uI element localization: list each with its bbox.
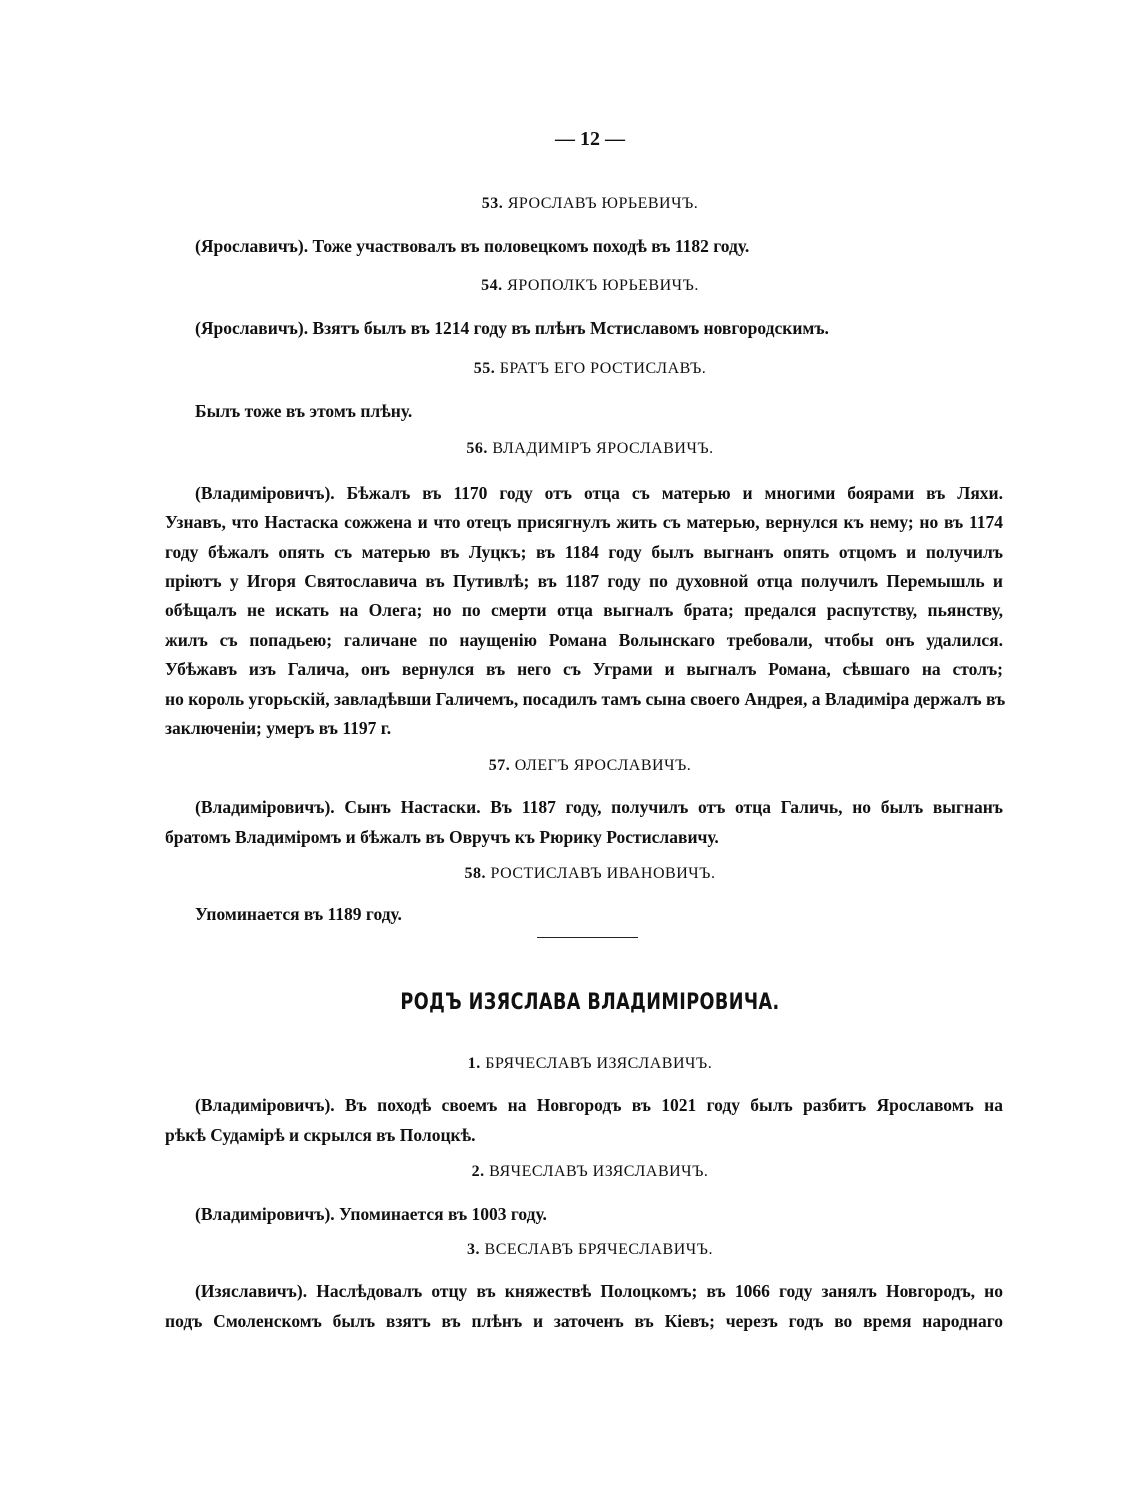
- section-divider: [537, 937, 638, 938]
- paragraph-line: (Владиміровичъ). Въ походѣ своемъ на Новгородъ въ 1021 году былъ разбитъ Ярославомъ на: [195, 1095, 1003, 1115]
- entry-heading: [0, 1241, 1140, 1259]
- entry-heading: [0, 757, 1140, 775]
- paragraph-line: Узнавъ, что Настаска сожжена и что отецъ присягнулъ жить съ матерью, вернулся къ нему; но въ 1174: [165, 512, 1003, 532]
- paragraph-line: (Ярославичъ). Взятъ былъ въ 1214 году въ плѣнъ Мстиславомъ новгородскимъ.: [195, 318, 829, 338]
- paragraph-line: Убѣжавъ изъ Галича, онъ вернулся въ него съ Уграми и выгналъ Романа, сѣвшаго на столъ;: [165, 659, 1003, 679]
- entry-name: БРЯЧЕСЛАВЪ ИЗЯСЛАВИЧЪ.: [485, 1055, 713, 1072]
- paragraph-line: (Владиміровичъ). Бѣжалъ въ 1170 году отъ отца съ матерью и многими боярами въ Ляхи.: [195, 483, 1003, 503]
- entry-heading: [0, 1055, 1140, 1073]
- entry-number: 1.: [467, 1055, 481, 1072]
- paragraph-line: (Владиміровичъ). Упоминается въ 1003 году.: [195, 1204, 547, 1224]
- entry-name: ЯРОПОЛКЪ ЮРЬЕВИЧЪ.: [507, 277, 699, 294]
- entry-name: ВСЕСЛАВЪ БРЯЧЕСЛАВИЧЪ.: [484, 1241, 713, 1258]
- paragraph-line: (Ярославичъ). Тоже участвовалъ въ половецкомъ походѣ въ 1182 году.: [195, 236, 750, 256]
- entry-heading: [0, 195, 1140, 213]
- entry-heading: [0, 1163, 1140, 1181]
- entry-number: 3.: [467, 1241, 481, 1258]
- entry-name: ЯРОСЛАВЪ ЮРЬЕВИЧЪ.: [507, 195, 699, 212]
- entry-name: БРАТЪ ЕГО РОСТИСЛАВЪ.: [499, 360, 707, 377]
- entry-heading: [0, 360, 1140, 378]
- paragraph-line: но король угорьскій, завладѣвши Галичемъ, посадилъ тамъ сына своего Андрея, а Владиміра держалъ въ: [165, 689, 1006, 709]
- entry-number: 56.: [466, 440, 488, 457]
- entry-name: ОЛЕГЪ ЯРОСЛАВИЧЪ.: [514, 757, 692, 774]
- paragraph-line: обѣщалъ не искать на Олега; но по смерти отца выгналъ брата; предался распутству, пьянству,: [165, 600, 1003, 620]
- entry-number: 53.: [481, 195, 504, 212]
- paragraph-line: пріютъ у Игоря Святославича въ Путивлѣ; въ 1187 году по духовной отца получилъ Перемышль и: [165, 571, 1003, 591]
- paragraph-line: подъ Смоленскомъ былъ взятъ въ плѣнъ и заточенъ въ Кіевъ; черезъ годъ во время народнаго: [165, 1311, 1003, 1331]
- entry-heading: [0, 440, 1140, 458]
- entry-name: РОСТИСЛАВЪ ИВАНОВИЧЪ.: [490, 865, 716, 882]
- paragraph-line: рѣкѣ Судамірѣ и скрылся въ Полоцкѣ.: [165, 1125, 476, 1145]
- entry-number: 55.: [473, 360, 496, 377]
- paragraph-line: заключеніи; умеръ въ 1197 г.: [165, 718, 392, 738]
- entry-number: 2.: [471, 1163, 485, 1180]
- entry-heading: [0, 277, 1140, 295]
- entry-name: ВЛАДИМІРЪ ЯРОСЛАВИЧЪ.: [492, 440, 714, 457]
- page-number: — 12 —: [555, 128, 625, 150]
- paragraph-line: (Владиміровичъ). Сынъ Настаски. Въ 1187 году, получилъ отъ отца Галичь, но былъ выгнанъ: [195, 797, 1003, 817]
- entry-heading: [0, 865, 1140, 883]
- paragraph-line: Былъ тоже въ этомъ плѣну.: [195, 401, 413, 421]
- section-title: РОДЪ ИЗЯСЛАВА ВЛАДИМІРОВИЧА.: [400, 990, 780, 1015]
- entry-number: 54.: [481, 277, 503, 294]
- paragraph-line: жилъ съ попадьею; галичане по наущенію Романа Волынскаго требовали, чтобы онъ удалился.: [165, 630, 1003, 650]
- paragraph-line: (Изяславичъ). Наслѣдовалъ отцу въ княжествѣ Полоцкомъ; въ 1066 году занялъ Новгородъ, но: [195, 1281, 1003, 1301]
- paragraph-line: Упоминается въ 1189 году.: [195, 904, 402, 924]
- entry-name: ВЯЧЕСЛАВЪ ИЗЯСЛАВИЧЪ.: [489, 1163, 709, 1180]
- entry-number: 58.: [464, 865, 487, 882]
- paragraph-line: году бѣжалъ опять съ матерью въ Луцкъ; въ 1184 году былъ выгнанъ опять отцомъ и получилъ: [165, 542, 1003, 562]
- paragraph-line: братомъ Владиміромъ и бѣжалъ въ Овручъ къ Рюрику Ростиславичу.: [165, 827, 719, 847]
- entry-number: 57.: [488, 757, 511, 774]
